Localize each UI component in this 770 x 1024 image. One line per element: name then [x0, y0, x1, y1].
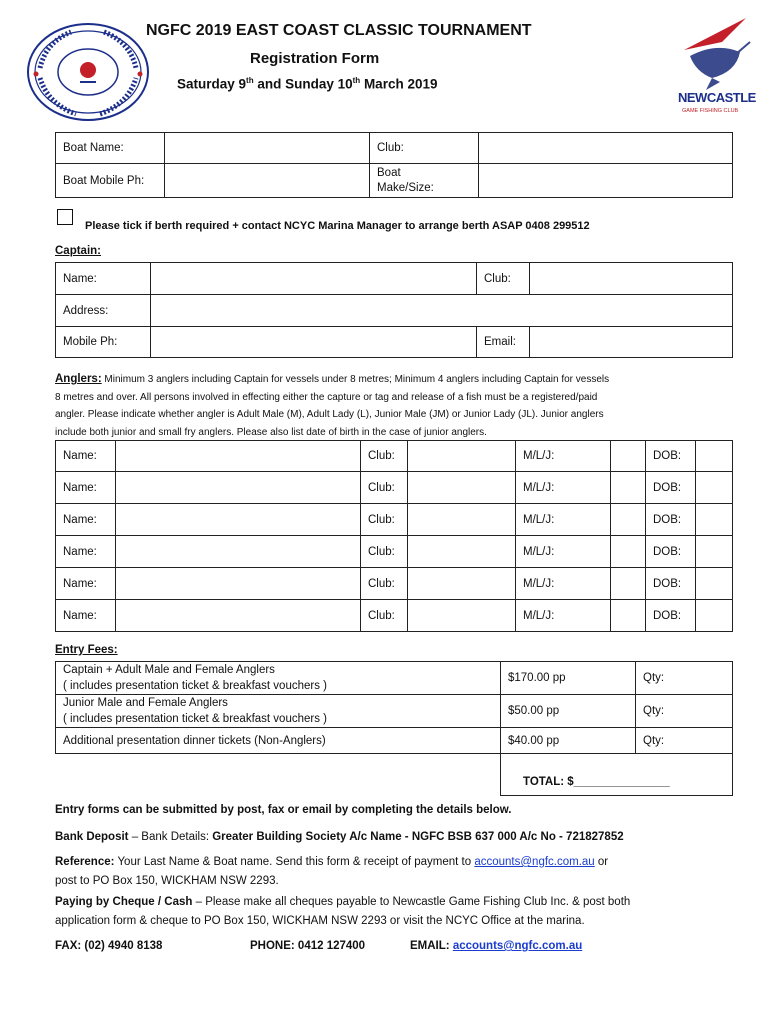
fee-adult-price: $170.00 pp	[501, 662, 636, 695]
logo-tagline: GAME FISHING CLUB	[682, 108, 739, 114]
fee-adult-description: Captain + Adult Male and Female Anglers ( includes presentation ticket & breakfast vouchers )	[56, 662, 501, 695]
captain-email-label: Email:	[477, 327, 530, 358]
angler-club-field[interactable]	[408, 504, 516, 536]
angler-dob-field[interactable]	[696, 504, 733, 536]
email-contact: EMAIL: accounts@ngfc.com.au	[410, 940, 583, 952]
captain-email-field[interactable]	[530, 327, 733, 358]
fee-dinner-price: $40.00 pp	[501, 728, 636, 754]
angler-mlj-field[interactable]	[611, 441, 646, 472]
entry-fees-heading: Entry Fees:	[55, 644, 118, 656]
fee-adult-qty[interactable]: Qty:	[636, 662, 733, 695]
angler-row	[56, 600, 733, 632]
angler-dob-label: DOB:	[646, 472, 696, 504]
angler-name-label: Name:	[56, 568, 116, 600]
angler-club-label: Club:	[361, 472, 408, 504]
angler-mlj-label: M/L/J:	[516, 472, 611, 504]
captain-club-label: Club:	[477, 263, 530, 295]
boat-mobile-label: Boat Mobile Ph:	[56, 164, 165, 198]
bank-deposit-info: Bank Deposit – Bank Details: Greater Building Society A/c Name - NGFC BSB 637 000 A/c No - 721827852	[55, 831, 624, 843]
marlin-icon	[676, 12, 756, 92]
captain-name-label: Name:	[56, 263, 151, 295]
boat-club-label: Club:	[370, 133, 479, 164]
angler-club-label: Club:	[361, 441, 408, 472]
fax-number: FAX: (02) 4940 8138	[55, 940, 163, 952]
angler-mlj-field[interactable]	[611, 536, 646, 568]
angler-club-field[interactable]	[408, 568, 516, 600]
angler-name-label: Name:	[56, 472, 116, 504]
fee-total[interactable]: TOTAL: $_______________	[501, 754, 733, 796]
angler-name-field[interactable]	[116, 472, 361, 504]
berth-instruction: Please tick if berth required + contact NCYC Marina Manager to arrange berth ASAP 0408 299512	[85, 220, 590, 232]
anglers-instructions: Anglers: Minimum 3 anglers including Captain for vessels under 8 metres; Minimum 4 anglers including Captain for vessels 8 metres and over. All persons involved in effecting either the capture or tag and release of a fish must be a registered/paid angler. Please indicate whether angler is Adult Male (M), Adult Lady (L), Junior Male (JM) or Junior Lady (JL). Junior anglers include both junior and small fry anglers. Please also list date of birth in the case of junior anglers.	[55, 373, 610, 438]
angler-name-field[interactable]	[116, 504, 361, 536]
angler-mlj-label: M/L/J:	[516, 536, 611, 568]
captain-mobile-label: Mobile Ph:	[56, 327, 151, 358]
angler-row	[56, 472, 733, 504]
angler-name-label: Name:	[56, 536, 116, 568]
angler-club-label: Club:	[361, 504, 408, 536]
captain-mobile-field[interactable]	[151, 327, 477, 358]
event-date: Saturday 9th and Sunday 10th March 2019	[177, 76, 438, 92]
fee-junior-description: Junior Male and Female Anglers ( includes presentation ticket & breakfast vouchers )	[56, 695, 501, 728]
angler-dob-field[interactable]	[696, 568, 733, 600]
form-subtitle: Registration Form	[250, 50, 380, 67]
angler-name-field[interactable]	[116, 568, 361, 600]
angler-dob-field[interactable]	[696, 536, 733, 568]
newcastle-game-fishing-club-logo	[676, 12, 756, 120]
angler-club-label: Club:	[361, 536, 408, 568]
submission-note: Entry forms can be submitted by post, fax or email by completing the details below.	[55, 804, 512, 816]
angler-name-field[interactable]	[116, 536, 361, 568]
berth-checkbox[interactable]	[57, 209, 73, 225]
angler-club-label: Club:	[361, 568, 408, 600]
angler-dob-field[interactable]	[696, 441, 733, 472]
angler-dob-label: DOB:	[646, 441, 696, 472]
angler-club-field[interactable]	[408, 536, 516, 568]
angler-mlj-field[interactable]	[611, 600, 646, 632]
boat-name-label: Boat Name:	[56, 133, 165, 164]
angler-name-label: Name:	[56, 441, 116, 472]
cheque-info: Paying by Cheque / Cash – Please make all cheques payable to Newcastle Game Fishing Club Inc. & post both application form & cheque to PO Box 150, WICKHAM NSW 2293 or visit the NCYC Office at the marina.	[55, 896, 631, 927]
fee-dinner-qty[interactable]: Qty:	[636, 728, 733, 754]
form-title: NGFC 2019 EAST COAST CLASSIC TOURNAMENT	[146, 22, 532, 39]
logo-name: NEWCASTLE	[678, 90, 756, 105]
anglers-table	[55, 440, 733, 632]
boat-details-table	[55, 132, 733, 198]
angler-dob-label: DOB:	[646, 568, 696, 600]
angler-mlj-label: M/L/J:	[516, 568, 611, 600]
angler-name-label: Name:	[56, 504, 116, 536]
angler-name-field[interactable]	[116, 600, 361, 632]
angler-mlj-label: M/L/J:	[516, 504, 611, 536]
angler-mlj-field[interactable]	[611, 568, 646, 600]
boat-make-field[interactable]	[479, 164, 733, 198]
angler-row	[56, 441, 733, 472]
reference-info: Reference: Your Last Name & Boat name. Send this form & receipt of payment to accounts@ngfc.com.au or post to PO Box 150, WICKHAM NSW 2293.	[55, 856, 609, 887]
fee-dinner-description: Additional presentation dinner tickets (Non-Anglers)	[56, 728, 501, 754]
fee-junior-price: $50.00 pp	[501, 695, 636, 728]
boat-make-label: Boat Make/Size:	[370, 164, 479, 198]
fee-junior-qty[interactable]: Qty:	[636, 695, 733, 728]
angler-dob-label: DOB:	[646, 600, 696, 632]
angler-name-label: Name:	[56, 600, 116, 632]
captain-address-field[interactable]	[151, 295, 733, 327]
angler-row	[56, 536, 733, 568]
boat-name-field[interactable]	[165, 133, 370, 164]
angler-row	[56, 568, 733, 600]
footer-email-link[interactable]: accounts@ngfc.com.au	[452, 940, 583, 952]
angler-club-field[interactable]	[408, 441, 516, 472]
boat-club-field[interactable]	[479, 133, 733, 164]
captain-club-field[interactable]	[530, 263, 733, 295]
angler-dob-label: DOB:	[646, 504, 696, 536]
angler-mlj-label: M/L/J:	[516, 441, 611, 472]
angler-mlj-field[interactable]	[611, 472, 646, 504]
nsw-association-seal-logo	[26, 22, 150, 122]
reference-email-link[interactable]: accounts@ngfc.com.au	[474, 856, 595, 868]
angler-club-field[interactable]	[408, 472, 516, 504]
captain-name-field[interactable]	[151, 263, 477, 295]
angler-name-field[interactable]	[116, 441, 361, 472]
phone-number: PHONE: 0412 127400	[250, 940, 366, 952]
entry-fees-table	[55, 661, 733, 796]
angler-dob-field[interactable]	[696, 600, 733, 632]
angler-mlj-field[interactable]	[611, 504, 646, 536]
captain-heading: Captain:	[55, 245, 101, 257]
angler-dob-field[interactable]	[696, 472, 733, 504]
angler-row	[56, 504, 733, 536]
captain-address-label: Address:	[56, 295, 151, 327]
angler-club-label: Club:	[361, 600, 408, 632]
angler-club-field[interactable]	[408, 600, 516, 632]
boat-mobile-field[interactable]	[165, 164, 370, 198]
angler-dob-label: DOB:	[646, 536, 696, 568]
captain-table	[55, 262, 733, 358]
angler-mlj-label: M/L/J:	[516, 600, 611, 632]
